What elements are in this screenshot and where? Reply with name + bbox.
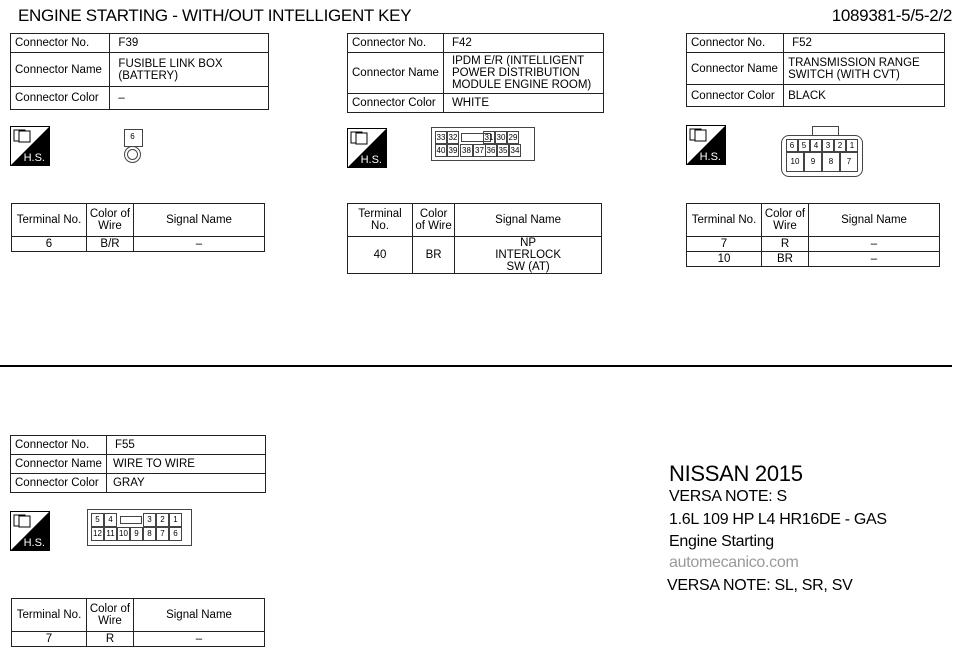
header-signal-name: Signal Name bbox=[134, 204, 265, 237]
label-connector-color: Connector Color bbox=[11, 87, 110, 110]
pin: 3 bbox=[822, 139, 834, 152]
pin: 30 bbox=[496, 133, 506, 142]
connector-name-value: FUSIBLE LINK BOX (BATTERY) bbox=[110, 53, 269, 87]
header-signal-name: Signal Name bbox=[134, 599, 265, 632]
label-connector-name: Connector Name bbox=[11, 53, 110, 87]
label-connector-no: Connector No. bbox=[11, 436, 107, 455]
signal-name: – bbox=[809, 252, 940, 267]
pin: 9 bbox=[804, 152, 822, 172]
harness-side-icon bbox=[10, 126, 50, 166]
label-connector-name: Connector Name bbox=[687, 53, 784, 85]
connector-name-value: WIRE TO WIRE bbox=[106, 455, 265, 474]
header-color-of-wire: Color of Wire bbox=[87, 204, 134, 237]
label-connector-color: Connector Color bbox=[687, 85, 784, 107]
pin: 10 bbox=[786, 152, 804, 172]
terminal-table-f42 bbox=[347, 203, 602, 274]
connector-name-value: TRANSMISSION RANGE SWITCH (WITH CVT) bbox=[784, 53, 945, 85]
vehicle-model-alt: VERSA NOTE: SL, SR, SV bbox=[667, 577, 853, 594]
wire-color: BR bbox=[412, 237, 454, 274]
connector-face-f52 bbox=[781, 135, 863, 177]
vehicle-make-year: NISSAN 2015 bbox=[669, 461, 803, 486]
signal-name: NP INTERLOCK SW (AT) bbox=[455, 237, 602, 274]
watermark: automecanico.com bbox=[669, 554, 799, 571]
connector-name-value: IPDM E/R (INTELLIGENT POWER DISTRIBUTION MODULE ENGINE ROOM) bbox=[443, 53, 603, 94]
connector-info-f39 bbox=[10, 33, 269, 110]
connector-face-f42 bbox=[431, 127, 535, 161]
terminal-table-f52 bbox=[686, 203, 940, 267]
pin: 10 bbox=[117, 527, 130, 541]
svg-text:H.S.: H.S. bbox=[699, 151, 721, 163]
pin: 2 bbox=[156, 513, 169, 527]
pin: 33 bbox=[436, 133, 446, 142]
vehicle-model: VERSA NOTE: S bbox=[669, 488, 787, 505]
header-terminal-no: Terminal No. bbox=[12, 599, 87, 632]
label-connector-name: Connector Name bbox=[348, 53, 444, 94]
pin: 4 bbox=[104, 513, 117, 527]
pin: 32 bbox=[448, 133, 458, 142]
signal-name: – bbox=[134, 632, 265, 647]
table-row bbox=[687, 237, 940, 252]
svg-text:H.S.: H.S. bbox=[23, 152, 45, 164]
wire-color: R bbox=[87, 632, 134, 647]
header-color-of-wire: Color of Wire bbox=[762, 204, 809, 237]
label-connector-color: Connector Color bbox=[11, 474, 107, 493]
pin: 31 bbox=[484, 133, 494, 142]
signal-name: – bbox=[134, 237, 265, 252]
label-connector-name: Connector Name bbox=[11, 455, 107, 474]
terminal-no: 10 bbox=[687, 252, 762, 267]
pin: 34 bbox=[510, 146, 520, 155]
connector-no-value: F39 bbox=[110, 34, 269, 53]
vehicle-engine: 1.6L 109 HP L4 HR16DE - GAS bbox=[669, 511, 887, 528]
connector-color-value: WHITE bbox=[443, 94, 603, 113]
connector-info-f52 bbox=[686, 33, 945, 107]
terminal-ring-icon bbox=[124, 146, 141, 163]
header-color-of-wire: Color of Wire bbox=[87, 599, 134, 632]
terminal-no: 6 bbox=[12, 237, 87, 252]
terminal-no: 7 bbox=[687, 237, 762, 252]
pin: 5 bbox=[798, 139, 810, 152]
pin: 37 bbox=[473, 144, 486, 157]
connector-no-value: F52 bbox=[784, 34, 945, 53]
table-row bbox=[687, 252, 940, 267]
signal-name: – bbox=[809, 237, 940, 252]
document-number: 1089381-5/5-2/2 bbox=[831, 6, 952, 25]
table-row bbox=[12, 632, 265, 647]
header-signal-name: Signal Name bbox=[809, 204, 940, 237]
terminal-no: 40 bbox=[348, 237, 413, 274]
pin: 7 bbox=[156, 527, 169, 541]
connector-no-value: F42 bbox=[443, 34, 603, 53]
pin: 12 bbox=[91, 527, 104, 541]
pin: 29 bbox=[508, 133, 518, 142]
connector-info-f42 bbox=[347, 33, 604, 113]
pin: 2 bbox=[834, 139, 846, 152]
harness-side-icon bbox=[686, 125, 726, 165]
pin: 6 bbox=[130, 132, 135, 141]
svg-text:H.S.: H.S. bbox=[23, 537, 45, 549]
svg-text:H.S.: H.S. bbox=[360, 154, 382, 166]
wire-color: R bbox=[762, 237, 809, 252]
section-divider bbox=[0, 365, 952, 367]
terminal-no: 7 bbox=[12, 632, 87, 647]
connector-color-value: GRAY bbox=[106, 474, 265, 493]
pin: 7 bbox=[840, 152, 858, 172]
connector-key-slot bbox=[120, 516, 142, 524]
header-terminal-no: Terminal No. bbox=[687, 204, 762, 237]
table-row bbox=[12, 237, 265, 252]
connector-face-f39 bbox=[124, 129, 143, 147]
connector-color-value: BLACK bbox=[784, 85, 945, 107]
diagram-title: ENGINE STARTING - WITH/OUT INTELLIGENT KEY bbox=[18, 6, 412, 25]
pin: 1 bbox=[846, 139, 858, 152]
harness-side-icon bbox=[347, 128, 387, 168]
wire-color: BR bbox=[762, 252, 809, 267]
connector-info-f55 bbox=[10, 435, 266, 493]
terminal-table-f39 bbox=[11, 203, 265, 252]
connector-color-value: – bbox=[110, 87, 269, 110]
pin: 40 bbox=[436, 146, 446, 155]
pin: 3 bbox=[143, 513, 156, 527]
label-connector-color: Connector Color bbox=[348, 94, 444, 113]
pin: 6 bbox=[169, 527, 182, 541]
pin: 4 bbox=[810, 139, 822, 152]
wire-color: B/R bbox=[87, 237, 134, 252]
header-color-of-wire: Color of Wire bbox=[412, 204, 454, 237]
pin: 35 bbox=[498, 146, 508, 155]
label-connector-no: Connector No. bbox=[348, 34, 444, 53]
header-signal-name: Signal Name bbox=[455, 204, 602, 237]
connector-no-value: F55 bbox=[106, 436, 265, 455]
label-connector-no: Connector No. bbox=[687, 34, 784, 53]
connector-face-f55 bbox=[87, 509, 192, 546]
pin: 6 bbox=[786, 139, 798, 152]
table-row bbox=[348, 237, 602, 274]
pin: 38 bbox=[460, 144, 473, 157]
pin: 11 bbox=[104, 527, 117, 541]
pin: 36 bbox=[486, 146, 496, 155]
terminal-table-f55 bbox=[11, 598, 265, 647]
pin: 1 bbox=[169, 513, 182, 527]
pin: 8 bbox=[143, 527, 156, 541]
header-terminal-no: Terminal No. bbox=[348, 204, 413, 237]
system-name: Engine Starting bbox=[669, 533, 774, 550]
pin: 9 bbox=[130, 527, 143, 541]
pin: 39 bbox=[448, 146, 458, 155]
harness-side-icon bbox=[10, 511, 50, 551]
pin: 5 bbox=[91, 513, 104, 527]
label-connector-no: Connector No. bbox=[11, 34, 110, 53]
header-terminal-no: Terminal No. bbox=[12, 204, 87, 237]
pin: 8 bbox=[822, 152, 840, 172]
